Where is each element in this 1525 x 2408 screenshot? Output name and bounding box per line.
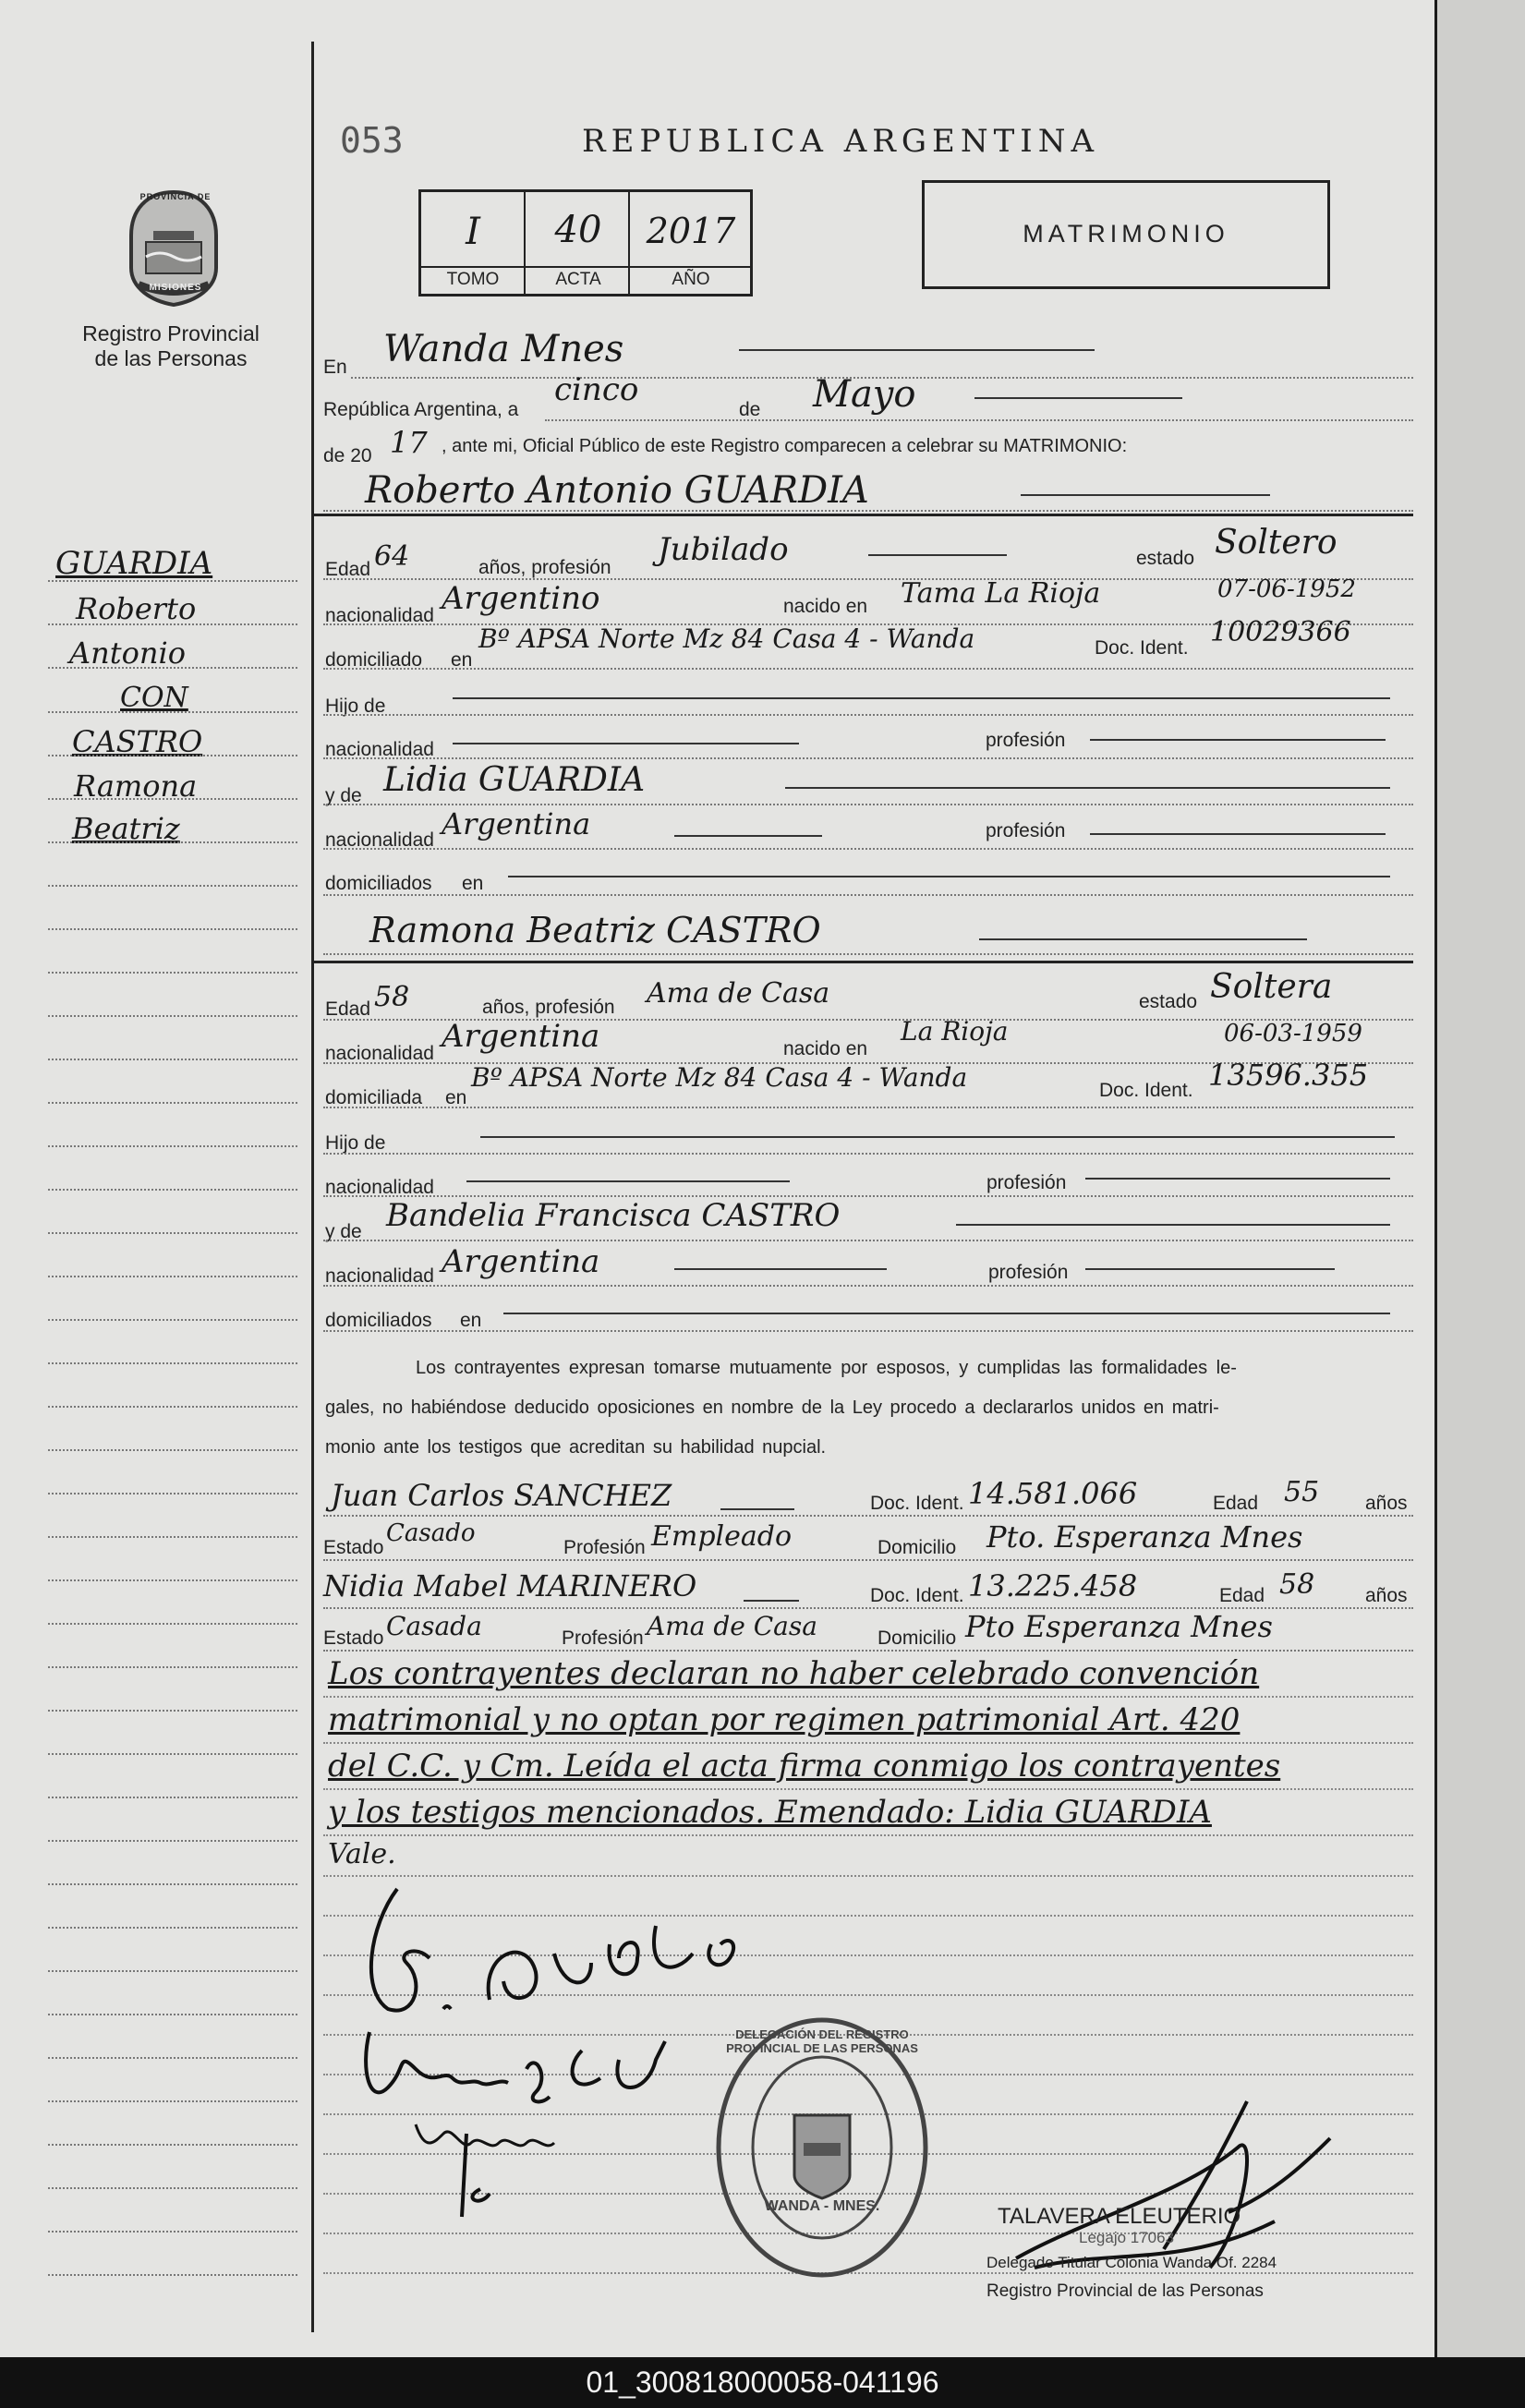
margin-surname-groom: GUARDIA: [55, 545, 213, 582]
groom-father-nac-label: nacionalidad: [325, 739, 434, 760]
stamp-ring-text: DELEGACIÓN DEL REGISTRO PROVINCIAL DE LAS PERSONAS: [726, 2027, 918, 2055]
groom-full-name: Roberto Antonio GUARDIA: [365, 469, 869, 512]
bride-nationality: Argentina: [442, 1018, 600, 1055]
bride-doc-label: Doc. Ident.: [1099, 1080, 1193, 1101]
marriage-day: cinco: [554, 371, 639, 408]
witness-1-doc-label: Doc. Ident.: [870, 1493, 964, 1514]
document-type-box: [922, 180, 1330, 289]
witness-2-name: Nidia Mabel MARINERO: [323, 1568, 697, 1603]
statement: , ante mi, Oficial Público de este Registro comparecen a celebrar su MATRIMONIO:: [442, 436, 1128, 456]
witness-signature-icon: [397, 2106, 600, 2226]
page-divider: [311, 42, 314, 2332]
footer-code: 01_300818000058-041196: [0, 2357, 1525, 2408]
groom-mother-nac-label: nacionalidad: [325, 829, 434, 851]
groom-profession: Jubilado: [658, 531, 789, 568]
groom-address: Bº APSA Norte Mz 84 Casa 4 - Wanda: [478, 623, 975, 654]
tomo-label: TOMO: [446, 270, 500, 289]
bride-profession: Ama de Casa: [647, 977, 830, 1010]
bride-parents-en-label: en: [460, 1310, 482, 1331]
witness-1-edad-label: Edad: [1213, 1493, 1259, 1514]
logo-top-text: PROVINCIA DE: [139, 192, 212, 201]
bride-domiciliada-label: domiciliada: [325, 1087, 423, 1108]
bride-father-nac-label: nacionalidad: [325, 1177, 434, 1198]
groom-yde-label: y de: [325, 785, 362, 806]
witness-2-dom-label: Domicilio: [877, 1628, 957, 1649]
witness-2-prof-label: Profesión: [562, 1628, 644, 1649]
margin-con: CON: [120, 682, 188, 714]
bride-nacido-label: nacido en: [783, 1038, 868, 1059]
bride-nacionalidad-label: nacionalidad: [325, 1043, 434, 1064]
witness-2-edad-label: Edad: [1219, 1585, 1265, 1606]
groom-domiciliado-label: domiciliado: [325, 649, 423, 671]
de-label: de: [739, 399, 761, 420]
declaration-line-1: Los contrayentes expresan tomarse mutuamente por esposos, y cumplidas las formalidades le-: [416, 1358, 1237, 1378]
section-separator: [314, 514, 1413, 516]
official-name: TALAVERA ELEUTERIO: [998, 2204, 1241, 2229]
witness-2-address: Pto Esperanza Mnes: [965, 1609, 1273, 1644]
logo-bottom-text: MISIONES: [149, 283, 202, 293]
groom-nationality: Argentino: [442, 580, 600, 617]
note-line-5: Vale.: [328, 1838, 396, 1870]
bride-age: 58: [374, 981, 410, 1013]
bride-doc: 13596.355: [1208, 1058, 1369, 1093]
registry-name: Registro Provincial de las Personas: [82, 321, 260, 370]
witness-2-estado-label: Estado: [323, 1628, 384, 1649]
witness-1-doc: 14.581.066: [968, 1476, 1138, 1511]
year-prefix: de 20: [323, 445, 372, 466]
section-separator-2: [314, 961, 1413, 963]
bride-mother-nationality: Argentina: [442, 1243, 600, 1280]
page-number: 053: [340, 120, 404, 161]
groom-anos-label: años, profesión: [478, 557, 611, 578]
official-registry: Registro Provincial de las Personas: [986, 2281, 1264, 2301]
ano-label: AÑO: [672, 270, 710, 289]
groom-hijo-label: Hijo de: [325, 696, 386, 717]
witness-1-anos-label: años: [1365, 1493, 1408, 1514]
bride-birth-date: 06-03-1959: [1224, 1020, 1362, 1047]
bride-anos-label: años, profesión: [482, 997, 615, 1018]
note-line-1: Los contrayentes declaran no haber celebrado convención: [328, 1655, 1260, 1692]
witness-2-profession: Ama de Casa: [647, 1611, 817, 1641]
bride-mother-name: Bandelia Francisca CASTRO: [386, 1197, 841, 1234]
marriage-place: Wanda Mnes: [383, 328, 624, 370]
margin-name-1: Roberto: [76, 591, 197, 626]
witness-2-anos-label: años: [1365, 1585, 1408, 1606]
note-line-2: matrimonial y no optan por regimen patrimonial Art. 420: [328, 1701, 1241, 1738]
bride-en-label: en: [445, 1087, 467, 1108]
bride-parents-dom-label: domiciliados: [325, 1310, 432, 1331]
groom-signature-icon: [342, 1870, 785, 2037]
margin-name-2: Antonio: [69, 635, 186, 671]
margin-surname-bride: CASTRO: [72, 724, 203, 759]
witness-1-prof-label: Profesión: [563, 1537, 646, 1558]
bride-edad-label: Edad: [325, 998, 371, 1020]
groom-parents-en-label: en: [462, 873, 484, 894]
groom-en-label: en: [451, 649, 473, 671]
groom-estado-label: estado: [1136, 548, 1195, 569]
groom-birthplace: Tama La Rioja: [901, 577, 1101, 610]
groom-nacionalidad-label: nacionalidad: [325, 605, 434, 626]
official-legajo: Legajo 17063: [1079, 2229, 1175, 2246]
witness-1-dom-label: Domicilio: [877, 1537, 957, 1558]
margin-name-4: Beatriz: [72, 811, 180, 846]
bride-mother-prof-label: profesión: [988, 1262, 1069, 1283]
groom-parents-dom-label: domiciliados: [325, 873, 432, 894]
groom-birth-date: 07-06-1952: [1217, 575, 1356, 603]
groom-edad-label: Edad: [325, 559, 371, 580]
official-title: Delegado Titular Colonia Wanda Of. 2284: [986, 2254, 1277, 2271]
bride-estado-label: estado: [1139, 991, 1198, 1012]
bride-birthplace: La Rioja: [901, 1016, 1009, 1047]
witness-1-profession: Empleado: [651, 1520, 793, 1553]
groom-doc-label: Doc. Ident.: [1095, 637, 1189, 659]
bride-estado: Soltera: [1210, 968, 1333, 1006]
adjacent-page-edge: [1434, 0, 1525, 2357]
groom-doc: 10029366: [1210, 616, 1351, 648]
ano-value: 2017: [646, 211, 736, 251]
republica-label: República Argentina, a: [323, 399, 519, 420]
acta-value: 40: [554, 209, 602, 251]
margin-name-3: Ramona: [74, 768, 198, 804]
bride-mother-nac-label: nacionalidad: [325, 1265, 434, 1287]
witness-1-estado-label: Estado: [323, 1537, 384, 1558]
witness-1-estado: Casado: [386, 1519, 476, 1547]
bride-yde-label: y de: [325, 1221, 362, 1242]
bride-hijo-label: Hijo de: [325, 1132, 386, 1154]
en-label: En: [323, 357, 347, 378]
acta-label: ACTA: [555, 270, 601, 289]
tomo-value: I: [466, 211, 480, 253]
witness-2-estado: Casada: [386, 1611, 482, 1641]
groom-nacido-label: nacido en: [783, 596, 868, 617]
country-title: REPUBLICA ARGENTINA: [582, 123, 1100, 160]
groom-age: 64: [374, 540, 410, 573]
note-line-3: del C.C. y Cm. Leída el acta firma conmigo los contrayentes: [328, 1748, 1281, 1785]
groom-mother-name: Lidia GUARDIA: [383, 761, 646, 799]
registry-number-box: [418, 189, 753, 296]
groom-mother-prof-label: profesión: [986, 820, 1066, 841]
witness-2-age: 58: [1279, 1568, 1315, 1601]
bride-full-name: Ramona Beatriz CASTRO: [369, 910, 821, 950]
groom-mother-nationality: Argentina: [442, 806, 591, 841]
witness-1-name: Juan Carlos SANCHEZ: [331, 1478, 672, 1513]
declaration-line-2: gales, no habiéndose deducido oposiciones en nombre de la Ley procedo a declararlos unidos en matri-: [325, 1398, 1219, 1418]
bride-father-prof-label: profesión: [986, 1172, 1067, 1193]
marriage-year-suffix: 17: [390, 425, 428, 460]
witness-1-address: Pto. Esperanza Mnes: [986, 1519, 1303, 1555]
groom-father-prof-label: profesión: [986, 730, 1066, 751]
marriage-month: Mayo: [813, 373, 916, 416]
note-line-4: y los testigos mencionados. Emendado: Lidia GUARDIA: [328, 1794, 1212, 1831]
witness-1-age: 55: [1284, 1476, 1320, 1508]
witness-2-doc: 13.225.458: [968, 1568, 1138, 1603]
document-type: MATRIMONIO: [1023, 220, 1229, 248]
bride-address: Bº APSA Norte Mz 84 Casa 4 - Wanda: [471, 1062, 968, 1093]
groom-estado: Soltero: [1215, 524, 1337, 562]
stamp-bottom-text: WANDA - MNES.: [764, 2198, 880, 2214]
witness-2-doc-label: Doc. Ident.: [870, 1585, 964, 1606]
declaration-line-3: monio ante los testigos que acreditan su habilidad nupcial.: [325, 1437, 827, 1458]
